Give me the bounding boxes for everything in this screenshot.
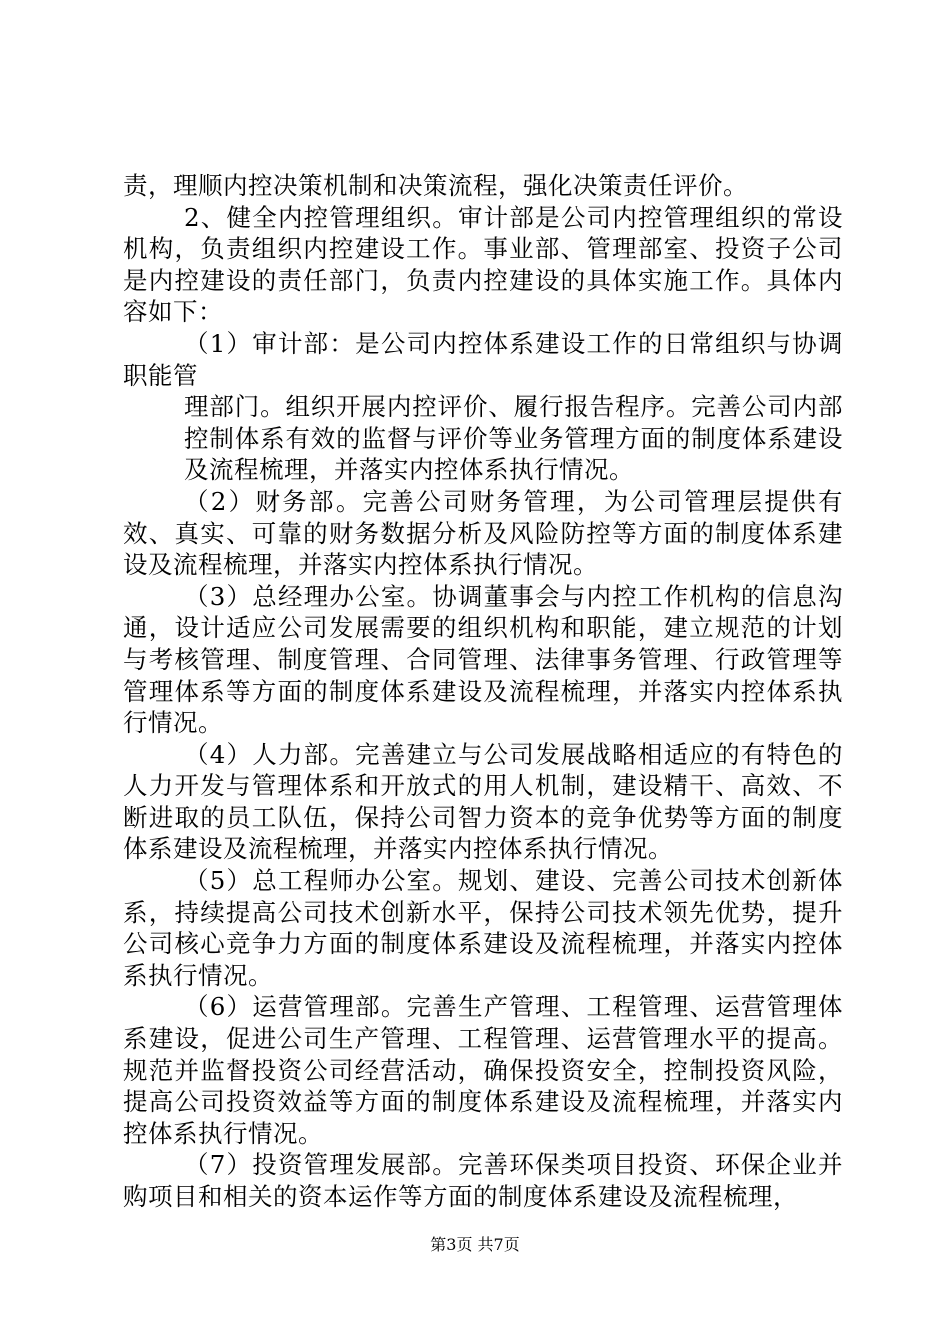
paragraph-item-1-body: 理部门。组织开展内控评价、履行报告程序。完善公司内部控制体系有效的监督与评价等业务管理方面的制度体系建设及流程梳理，并落实内控体系执行情况。 — [184, 392, 843, 485]
paragraph-continuation: 责，理顺内控决策机制和决策流程，强化决策责任评价。 — [123, 171, 748, 200]
paragraph-item-1-head: （1）审计部：是公司内控体系建设工作的日常组织与协调职能管 — [123, 328, 843, 390]
paragraph-item-4: （4）人力部。完善建立与公司发展战略相适应的有特色的人力开发与管理体系和开放式的用人机制，建设精干、高效、不断进取的员工队伍，保持公司智力资本的竞争优势等方面的制度体系建设及流程梳理，并落实内控体系执行情况。 — [123, 739, 843, 864]
paragraph-item-3: （3）总经理办公室。协调董事会与内控工作机构的信息沟通，设计适应公司发展需要的组织机构和职能，建立规范的计划与考核管理、制度管理、合同管理、法律事务管理、行政管理等管理体系等方面的制度体系建设及流程梳理，并落实内控体系执行情况。 — [123, 581, 843, 738]
paragraph-item-5: （5）总工程师办公室。规划、建设、完善公司技术创新体系，持续提高公司技术创新水平，保持公司技术领先优势，提升公司核心竞争力方面的制度体系建设及流程梳理，并落实内控体系执行情况。 — [123, 866, 843, 990]
paragraph-item-2: （2）财务部。完善公司财务管理，为公司管理层提供有效、真实、可靠的财务数据分析及风险防控等方面的制度体系建设及流程梳理，并落实内控体系执行情况。 — [123, 486, 843, 580]
paragraph-item-6: （6）运营管理部。完善生产管理、工程管理、运营管理体系建设，促进公司生产管理、工程管理、运营管理水平的提高。规范并监督投资公司经营活动，确保投资安全，控制投资风险，提高公司投资效益等方面的制度体系建设及流程梳理，并落实内控体系执行情况。 — [123, 992, 843, 1148]
page-number-footer: 第3页 共7页 — [430, 1235, 520, 1254]
paragraph-section-2: 2、健全内控管理组织。审计部是公司内控管理组织的常设机构，负责组织内控建设工作。事业部、管理部室、投资子公司是内控建设的责任部门，负责内控建设的具体实施工作。具体内容如下： — [123, 202, 843, 327]
document-body — [123, 170, 843, 1213]
paragraph-item-7: （7）投资管理发展部。完善环保类项目投资、环保企业并购项目和相关的资本运作等方面的制度体系建设及流程梳理， — [123, 1150, 843, 1211]
